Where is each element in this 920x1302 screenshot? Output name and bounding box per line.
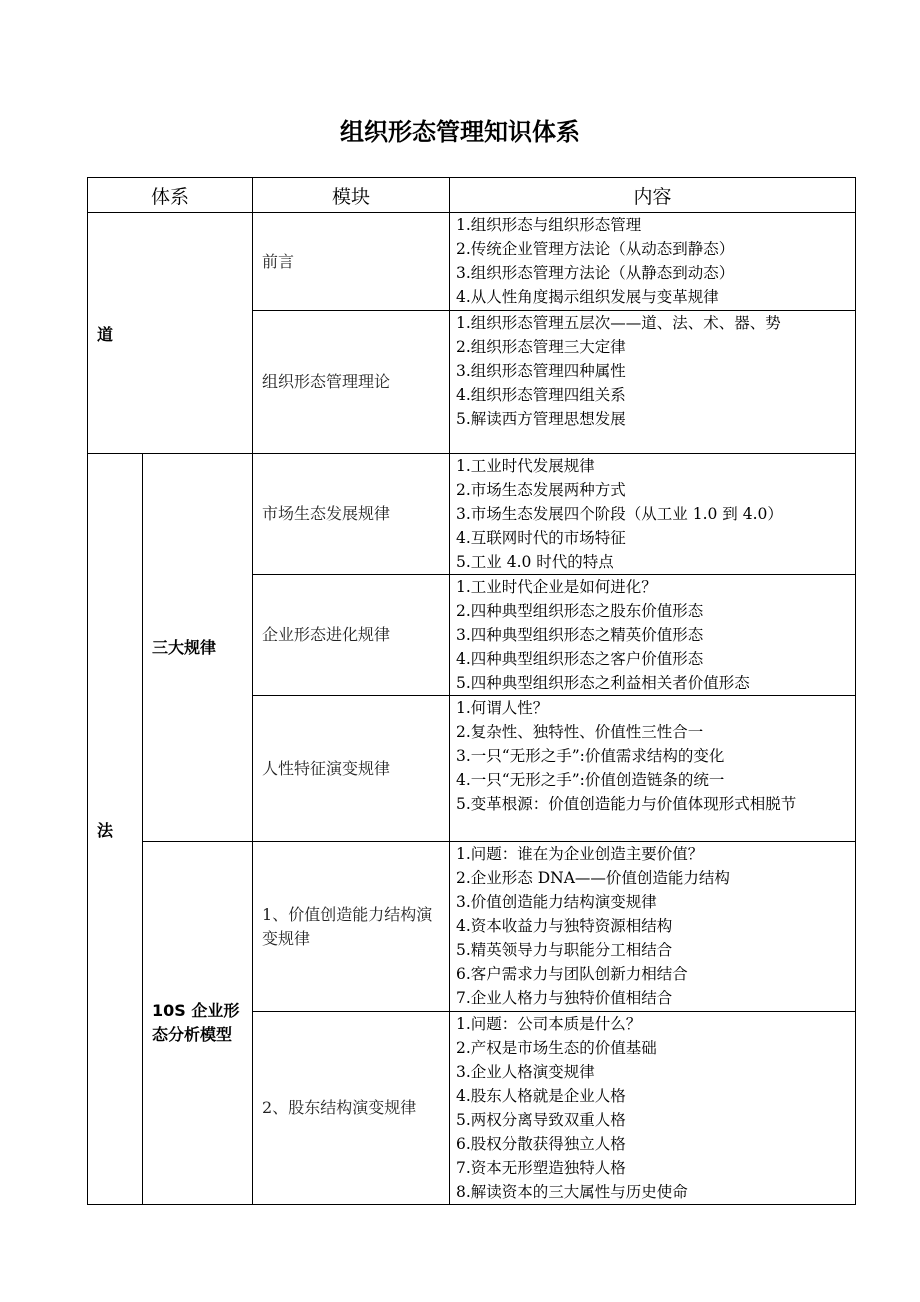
content-item: 4.从人性角度揭示组织发展与变革规律 (456, 288, 719, 306)
content-item: 5.四种典型组织形态之利益相关者价值形态 (456, 674, 750, 692)
header-module: 模块 (253, 178, 450, 213)
content-item: 2.传统企业管理方法论（从动态到静态） (456, 240, 735, 258)
subsystem-three-laws: 三大规律 (143, 454, 253, 842)
content-item: 3.价值创造能力结构演变规律 (456, 893, 657, 911)
module-cell: 2、股东结构演变规律 (253, 1012, 450, 1205)
module-cell: 1、价值创造能力结构演变规律 (253, 842, 450, 1012)
module-cell: 前言 (253, 213, 450, 311)
content-item: 3.企业人格演变规律 (456, 1063, 595, 1081)
content-item: 2.组织形态管理三大定律 (456, 338, 626, 356)
content-item: 2.市场生态发展两种方式 (456, 481, 626, 499)
module-cell: 市场生态发展规律 (253, 454, 450, 575)
content-item: 4.组织形态管理四组关系 (456, 386, 626, 404)
content-cell (450, 575, 856, 696)
content-item: 4.股东人格就是企业人格 (456, 1087, 626, 1105)
content-item: 3.四种典型组织形态之精英价值形态 (456, 626, 704, 644)
content-item: 1.问题：谁在为企业创造主要价值？ (456, 845, 704, 863)
content-cell (450, 311, 856, 454)
content-item: 5.两权分离导致双重人格 (456, 1111, 626, 1129)
content-cell (450, 842, 856, 1012)
content-item: 8.解读资本的三大属性与历史使命 (456, 1183, 688, 1201)
content-item: 3.组织形态管理方法论（从静态到动态） (456, 264, 735, 282)
subsystem-10s-model: 10S 企业形态分析模型 (143, 842, 253, 1205)
content-item: 1.组织形态与组织形态管理 (456, 216, 642, 234)
content-cell (450, 696, 856, 842)
module-cell: 人性特征演变规律 (253, 696, 450, 842)
content-item: 3.组织形态管理四种属性 (456, 362, 626, 380)
content-item: 2.四种典型组织形态之股东价值形态 (456, 602, 704, 620)
content-item: 7.企业人格力与独特价值相结合 (456, 989, 673, 1007)
header-row (88, 178, 856, 213)
system-fa: 法 (88, 454, 143, 1205)
content-item: 5.解读西方管理思想发展 (456, 410, 626, 428)
header-system: 体系 (88, 178, 253, 213)
table-row (88, 213, 856, 311)
content-item: 5.变革根源：价值创造能力与价值体现形式相脱节 (456, 795, 797, 813)
content-item: 4.四种典型组织形态之客户价值形态 (456, 650, 704, 668)
content-item: 1.组织形态管理五层次——道、法、术、器、势 (456, 314, 781, 332)
content-item: 1.工业时代发展规律 (456, 457, 595, 475)
module-cell: 组织形态管理理论 (253, 311, 450, 454)
knowledge-table (87, 177, 856, 1205)
content-item: 4.一只“无形之手”:价值创造链条的统一 (456, 771, 725, 789)
table-row (88, 842, 856, 1012)
table-row (88, 454, 856, 575)
content-item: 6.股权分散获得独立人格 (456, 1135, 626, 1153)
content-item: 6.客户需求力与团队创新力相结合 (456, 965, 688, 983)
header-content: 内容 (450, 178, 856, 213)
content-item: 3.市场生态发展四个阶段（从工业 1.0 到 4.0） (456, 505, 783, 523)
content-item: 4.资本收益力与独特资源相结构 (456, 917, 673, 935)
content-item: 1.工业时代企业是如何进化？ (456, 578, 657, 596)
content-cell (450, 213, 856, 311)
content-item: 5.精英领导力与职能分工相结合 (456, 941, 673, 959)
module-cell: 企业形态进化规律 (253, 575, 450, 696)
content-item: 2.复杂性、独特性、价值性三性合一 (456, 723, 704, 741)
content-item: 2.产权是市场生态的价值基础 (456, 1039, 657, 1057)
system-dao: 道 (88, 213, 253, 454)
content-item: 3.一只“无形之手”:价值需求结构的变化 (456, 747, 725, 765)
content-item: 7.资本无形塑造独特人格 (456, 1159, 626, 1177)
content-cell (450, 1012, 856, 1205)
content-item: 2.企业形态 DNA——价值创造能力结构 (456, 869, 730, 887)
content-cell (450, 454, 856, 575)
content-item: 5.工业 4.0 时代的特点 (456, 553, 614, 571)
content-item: 1.问题：公司本质是什么？ (456, 1015, 642, 1033)
content-item: 4.互联网时代的市场特征 (456, 529, 626, 547)
content-item: 1.何谓人性？ (456, 699, 549, 717)
page-title: 组织形态管理知识体系 (340, 118, 580, 146)
